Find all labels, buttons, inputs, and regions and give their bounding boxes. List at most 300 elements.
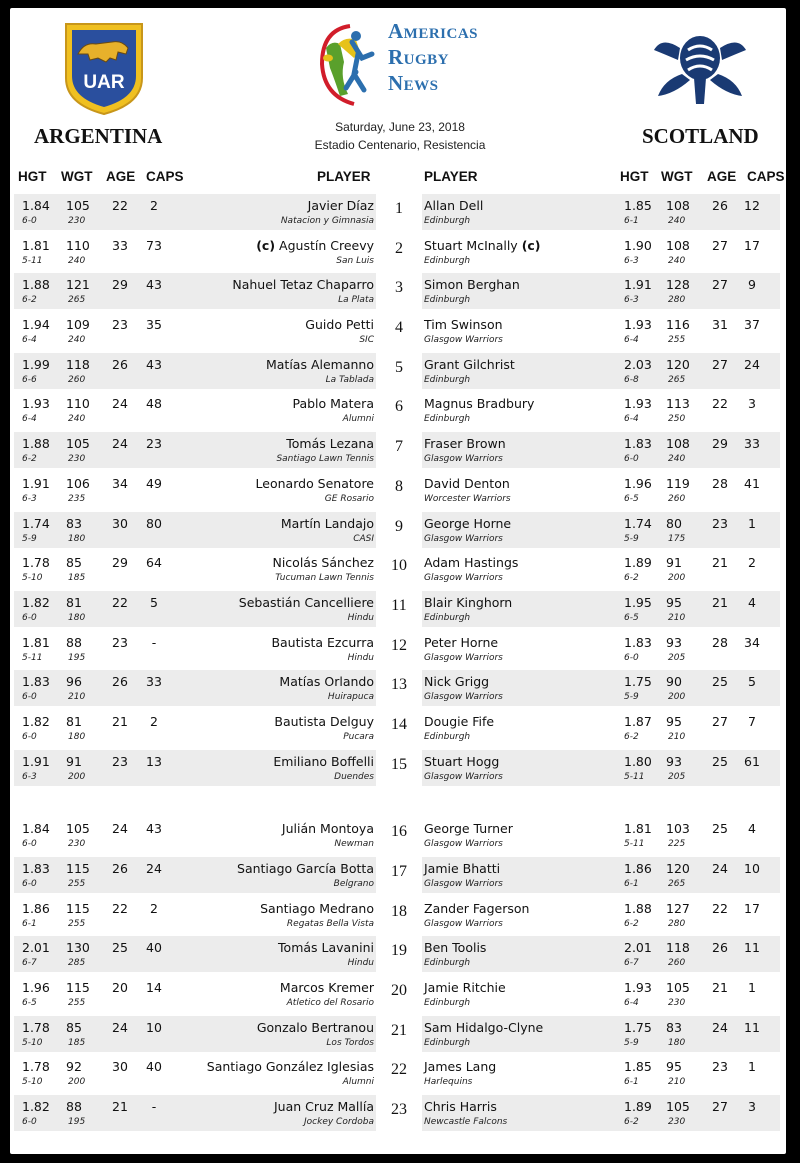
scotland-wp: 200 <box>668 692 686 703</box>
argentina-age: 24 <box>112 436 128 452</box>
argentina-player-name: Tomás Lavanini <box>278 940 374 956</box>
bench-separator <box>10 787 786 815</box>
scotland-player-club: Edinburgh <box>424 374 471 385</box>
argentina-wp: 255 <box>68 879 86 889</box>
argentina-hi: 5-10 <box>22 573 43 584</box>
argentina-w: 115 <box>66 861 90 876</box>
scotland-age: 27 <box>712 237 728 253</box>
scotland-player-club: Newcastle Falcons <box>424 1117 508 1128</box>
argentina-player-name: Martín Landajo <box>280 515 374 531</box>
argentina-player-club: Atletico del Rosario <box>286 998 374 1009</box>
argentina-age: 21 <box>112 713 128 729</box>
scotland-wp: 175 <box>668 533 686 544</box>
scotland-player-club: Worcester Warriors <box>424 493 511 504</box>
scotland-player-name: Jamie Ritchie <box>424 980 506 996</box>
table-row <box>10 815 786 855</box>
argentina-h: 1.78 <box>22 555 50 571</box>
argentina-caps: 49 <box>146 475 162 491</box>
scotland-player-club: Glasgow Warriors <box>424 692 503 703</box>
scotland-player-club: Glasgow Warriors <box>424 918 503 929</box>
argentina-caps: 2 <box>150 900 158 916</box>
argentina-caps: 13 <box>146 753 162 769</box>
scotland-h: 1.75 <box>624 1019 652 1035</box>
scotland-player-name: James Lang <box>424 1059 497 1075</box>
scotland-caps: 3 <box>748 1099 756 1115</box>
scotland-w: 113 <box>666 396 690 412</box>
scotland-player-name: George Turner <box>424 821 513 837</box>
argentina-w: 109 <box>66 317 90 333</box>
scotland-player-name: Chris Harris <box>424 1099 497 1115</box>
argentina-age: 24 <box>112 1019 128 1035</box>
scotland-w: 80 <box>666 515 682 531</box>
argentina-w: 121 <box>66 277 90 293</box>
jersey-number: 9 <box>395 517 403 535</box>
argentina-wp: 185 <box>68 573 86 584</box>
argentina-caps: 14 <box>146 980 162 996</box>
match-venue: Estadio Centenario, Resistencia <box>314 138 486 152</box>
argentina-caps: 2 <box>150 713 158 729</box>
argentina-wp: 255 <box>68 998 86 1009</box>
scotland-hi: 6-2 <box>624 1117 639 1128</box>
scotland-h: 2.03 <box>624 356 652 372</box>
argentina-age: 26 <box>112 356 128 372</box>
argentina-h: 1.91 <box>22 753 50 769</box>
jersey-number: 13 <box>391 676 407 694</box>
scotland-hi: 6-7 <box>624 958 639 969</box>
argentina-player-name: Bautista Ezcurra <box>271 634 374 650</box>
argentina-hi: 6-2 <box>22 454 37 465</box>
argentina-h: 1.84 <box>22 198 50 213</box>
argentina-caps: 24 <box>146 861 162 876</box>
argentina-w: 105 <box>66 198 90 213</box>
argentina-h: 1.93 <box>22 396 50 412</box>
scotland-w: 108 <box>666 198 690 213</box>
scotland-wp: 240 <box>668 216 686 226</box>
scotland-wp: 230 <box>668 998 686 1009</box>
argentina-h: 1.94 <box>22 317 50 333</box>
scotland-hi: 6-3 <box>624 295 639 306</box>
scotland-w: 91 <box>666 555 682 571</box>
argentina-age: 22 <box>112 198 128 213</box>
jersey-number: 3 <box>395 279 403 297</box>
argentina-player-club: La Tablada <box>325 374 374 385</box>
argentina-player-name: Sebastián Cancelliere <box>238 594 374 610</box>
argentina-w: 105 <box>66 821 90 837</box>
argentina-player-name: Guido Petti <box>305 317 374 333</box>
scotland-player-name: Nick Grigg <box>424 674 490 690</box>
scotland-caps: 1 <box>748 980 756 996</box>
scotland-wp: 260 <box>668 958 686 969</box>
rugby-player-icon <box>310 18 390 110</box>
jersey-number: 5 <box>395 358 403 376</box>
scotland-age: 23 <box>712 1059 728 1075</box>
scotland-hi: 6-3 <box>624 255 639 266</box>
argentina-player-club: Santiago Lawn Tennis <box>276 454 374 465</box>
scotland-player-club: Harlequins <box>424 1077 473 1088</box>
col-player-right: PLAYER <box>424 169 478 184</box>
argentina-hi: 6-0 <box>22 692 37 703</box>
scotland-player-name: Adam Hastings <box>424 555 519 571</box>
argentina-hi: 6-0 <box>22 731 37 742</box>
scotland-player-name: Dougie Fife <box>424 713 495 729</box>
scotland-wp: 210 <box>668 1077 686 1088</box>
scotland-w: 108 <box>666 436 690 452</box>
scotland-h: 1.80 <box>624 753 652 769</box>
captain-marker: (c) <box>256 237 276 253</box>
scotland-h: 1.89 <box>624 1099 652 1115</box>
argentina-w: 105 <box>66 436 90 452</box>
scotland-player-club: Edinburgh <box>424 958 471 969</box>
scotland-wp: 180 <box>668 1037 686 1048</box>
argentina-w: 118 <box>66 356 90 372</box>
jersey-number: 15 <box>391 755 407 773</box>
scotland-player-club: Edinburgh <box>424 295 471 306</box>
argentina-h: 1.78 <box>22 1059 50 1075</box>
scotland-caps: 1 <box>748 515 756 531</box>
argentina-player-name: Leonardo Senatore <box>255 475 374 491</box>
col-age-left: AGE <box>106 169 136 184</box>
scotland-player-club: Glasgow Warriors <box>424 454 503 465</box>
scotland-wp: 205 <box>668 652 686 663</box>
scotland-h: 1.93 <box>624 317 652 333</box>
argentina-h: 1.96 <box>22 980 50 996</box>
scotland-age: 31 <box>712 317 728 333</box>
argentina-h: 1.88 <box>22 436 50 452</box>
table-row <box>10 470 786 510</box>
argentina-h: 1.99 <box>22 356 50 372</box>
lineup-sheet <box>10 8 786 1154</box>
scotland-age: 21 <box>712 980 728 996</box>
uar-badge-text: UAR <box>83 72 125 93</box>
col-hgt-right: HGT <box>620 169 649 184</box>
argentina-age: 30 <box>112 1059 128 1075</box>
lineup-rows <box>10 192 786 1133</box>
argentina-player-name: Emiliano Boffelli <box>273 753 374 769</box>
argentina-h: 1.78 <box>22 1019 50 1035</box>
argentina-wp: 180 <box>68 612 86 623</box>
argentina-caps: 64 <box>146 555 162 571</box>
scotland-w: 105 <box>666 980 690 996</box>
argentina-hi: 6-0 <box>22 216 37 226</box>
scotland-caps: 11 <box>744 1019 760 1035</box>
scotland-player-name: Zander Fagerson <box>424 900 530 916</box>
argentina-hi: 6-4 <box>22 335 37 346</box>
scotland-player-club: Glasgow Warriors <box>424 879 503 889</box>
scotland-wp: 250 <box>668 414 686 425</box>
scotland-h: 1.85 <box>624 198 652 213</box>
away-team-name: SCOTLAND <box>642 124 759 148</box>
table-row <box>10 855 786 895</box>
argentina-player-club: CASI <box>353 533 374 544</box>
argentina-player-name: Santiago González Iglesias <box>206 1059 374 1075</box>
argentina-wp: 200 <box>68 771 86 782</box>
scotland-caps: 41 <box>744 475 760 491</box>
scotland-w: 116 <box>666 317 690 333</box>
scotland-caps: 5 <box>748 674 756 690</box>
argentina-wp: 195 <box>68 652 86 663</box>
scotland-caps: 4 <box>748 594 756 610</box>
argentina-age: 23 <box>112 634 128 650</box>
jersey-number: 11 <box>391 596 407 614</box>
scotland-age: 21 <box>712 555 728 571</box>
argentina-wp: 180 <box>68 731 86 742</box>
scotland-age: 27 <box>712 356 728 372</box>
argentina-player-club: Hindu <box>347 958 374 969</box>
scotland-w: 90 <box>666 674 682 690</box>
argentina-hi: 6-0 <box>22 1117 37 1128</box>
table-row <box>10 1093 786 1133</box>
argentina-age: 30 <box>112 515 128 531</box>
scotland-h: 1.85 <box>624 1059 652 1075</box>
argentina-caps: 35 <box>146 317 162 333</box>
scotland-hi: 5-11 <box>624 771 645 782</box>
scotland-player-name: Tim Swinson <box>424 317 503 333</box>
table-row <box>10 934 786 974</box>
scotland-w: 83 <box>666 1019 682 1035</box>
argentina-wp: 230 <box>68 216 86 226</box>
argentina-h: 1.82 <box>22 1099 50 1115</box>
argentina-hi: 6-3 <box>22 771 37 782</box>
scotland-hi: 6-1 <box>624 879 639 889</box>
table-row <box>10 311 786 351</box>
scotland-caps: 1 <box>748 1059 756 1075</box>
match-date: Saturday, June 23, 2018 <box>335 120 465 134</box>
scotland-player-name: George Horne <box>424 515 512 531</box>
argentina-player-name: Marcos Kremer <box>279 980 374 996</box>
scotland-player-name: Fraser Brown <box>424 436 506 452</box>
scotland-age: 27 <box>712 713 728 729</box>
argentina-caps: 2 <box>150 198 158 213</box>
scotland-caps: 10 <box>744 861 760 876</box>
scotland-age: 25 <box>712 753 728 769</box>
argentina-h: 1.82 <box>22 713 50 729</box>
scotland-hi: 6-5 <box>624 493 639 504</box>
argentina-wp: 260 <box>68 374 86 385</box>
jersey-number: 16 <box>391 823 407 841</box>
scotland-h: 1.90 <box>624 237 652 253</box>
argentina-w: 130 <box>66 940 90 956</box>
brand-word-2: Rugby <box>388 45 450 69</box>
argentina-w: 115 <box>66 900 90 916</box>
argentina-w: 83 <box>66 515 82 531</box>
scotland-player-name: Peter Horne <box>424 634 499 650</box>
scotland-age: 28 <box>712 475 728 491</box>
argentina-player-name: Julián Montoya <box>281 821 374 837</box>
argentina-player-name: Santiago García Botta <box>237 861 374 876</box>
scotland-h: 1.83 <box>624 634 652 650</box>
argentina-wp: 240 <box>68 414 86 425</box>
scotland-wp: 200 <box>668 573 686 584</box>
scotland-caps: 17 <box>744 237 760 253</box>
argentina-w: 110 <box>66 237 90 253</box>
scotland-age: 26 <box>712 940 728 956</box>
scotland-hi: 6-4 <box>624 414 639 425</box>
argentina-hi: 6-0 <box>22 879 37 889</box>
scotland-wp: 210 <box>668 612 686 623</box>
jersey-number: 19 <box>391 942 407 960</box>
scotland-h: 1.95 <box>624 594 652 610</box>
scotland-h: 1.81 <box>624 821 652 837</box>
scotland-player-club: Glasgow Warriors <box>424 839 503 850</box>
argentina-player-club: Tucuman Lawn Tennis <box>275 573 374 584</box>
table-row <box>10 748 786 788</box>
scotland-wp: 230 <box>668 1117 686 1128</box>
argentina-player-name: Matías Orlando <box>279 674 374 690</box>
table-row <box>10 271 786 311</box>
argentina-caps: - <box>151 634 157 650</box>
scotland-caps: 12 <box>744 198 760 213</box>
jersey-number: 12 <box>391 636 407 654</box>
argentina-hi: 6-1 <box>22 918 37 929</box>
scotland-w: 118 <box>666 940 690 956</box>
scotland-player-name: Magnus Bradbury <box>424 396 535 412</box>
table-row <box>10 510 786 550</box>
scotland-wp: 210 <box>668 731 686 742</box>
table-row <box>10 708 786 748</box>
argentina-hi: 5-9 <box>22 533 37 544</box>
col-wgt-left: WGT <box>61 169 93 184</box>
argentina-wp: 185 <box>68 1037 86 1048</box>
scotland-wp: 255 <box>668 335 686 346</box>
scotland-w: 119 <box>666 475 690 491</box>
scotland-caps: 37 <box>744 317 760 333</box>
argentina-wp: 210 <box>68 692 86 703</box>
argentina-caps: 5 <box>150 594 158 610</box>
scotland-wp: 280 <box>668 295 686 306</box>
scotland-age: 22 <box>712 396 728 412</box>
scotland-hi: 6-0 <box>624 652 639 663</box>
jersey-number: 14 <box>391 715 407 733</box>
table-row <box>10 232 786 272</box>
scotland-hi: 6-2 <box>624 731 639 742</box>
jersey-number: 20 <box>391 982 407 1000</box>
argentina-caps: - <box>151 1099 157 1115</box>
scotland-player-club: Glasgow Warriors <box>424 573 503 584</box>
col-caps-left: CAPS <box>146 169 184 184</box>
argentina-wp: 240 <box>68 255 86 266</box>
scotland-hi: 6-5 <box>624 612 639 623</box>
argentina-h: 1.81 <box>22 634 50 650</box>
argentina-w: 106 <box>66 475 90 491</box>
scotland-hi: 6-8 <box>624 374 639 385</box>
argentina-hi: 5-11 <box>22 652 43 663</box>
jersey-number: 10 <box>391 557 407 575</box>
scotland-player-club: Glasgow Warriors <box>424 771 503 782</box>
scotland-h: 1.93 <box>624 980 652 996</box>
argentina-wp: 230 <box>68 839 86 850</box>
argentina-caps: 43 <box>146 356 162 372</box>
scotland-w: 108 <box>666 237 690 253</box>
argentina-caps: 80 <box>146 515 162 531</box>
scotland-wp: 280 <box>668 918 686 929</box>
argentina-player-club: Hindu <box>347 612 374 623</box>
uar-badge-icon <box>62 20 146 116</box>
scotland-age: 29 <box>712 436 728 452</box>
argentina-w: 81 <box>66 713 82 729</box>
scotland-w: 95 <box>666 713 682 729</box>
argentina-age: 33 <box>112 237 128 253</box>
scotland-h: 1.86 <box>624 861 652 876</box>
table-row <box>10 430 786 470</box>
argentina-player-name: Javier Díaz <box>307 198 374 213</box>
argentina-hi: 5-11 <box>22 255 43 266</box>
scotland-wp: 265 <box>668 374 686 385</box>
scotland-caps: 7 <box>748 713 756 729</box>
argentina-player-name: Pablo Matera <box>292 396 374 412</box>
argentina-wp: 255 <box>68 918 86 929</box>
scotland-caps: 4 <box>748 821 756 837</box>
jersey-number: 8 <box>395 477 403 495</box>
argentina-player-name: Bautista Delguy <box>274 713 374 729</box>
argentina-hi: 5-10 <box>22 1037 43 1048</box>
scotland-age: 28 <box>712 634 728 650</box>
scotland-player-name: Stuart Hogg <box>424 753 500 769</box>
brand-word-1: Americas <box>388 19 479 43</box>
argentina-player-name: Tomás Lezana <box>286 436 374 452</box>
argentina-caps: 43 <box>146 821 162 837</box>
argentina-w: 88 <box>66 634 82 650</box>
table-row <box>10 1053 786 1093</box>
argentina-player-club: Los Tordos <box>326 1037 374 1048</box>
argentina-player-club: Hindu <box>347 652 374 663</box>
scotland-w: 120 <box>666 356 690 372</box>
argentina-h: 1.91 <box>22 475 50 491</box>
jersey-number: 7 <box>395 438 403 456</box>
argentina-player-name: Juan Cruz Mallía <box>273 1099 374 1115</box>
argentina-player-club: GE Rosario <box>324 493 374 504</box>
scotland-player-club: Edinburgh <box>424 998 471 1009</box>
scotland-player-name: Allan Dell <box>424 198 484 213</box>
argentina-w: 88 <box>66 1099 82 1115</box>
argentina-age: 29 <box>112 277 128 293</box>
scotland-w: 93 <box>666 634 682 650</box>
jersey-number: 4 <box>395 319 403 337</box>
argentina-age: 23 <box>112 753 128 769</box>
argentina-hi: 6-0 <box>22 839 37 850</box>
scotland-hi: 6-0 <box>624 454 639 465</box>
scotland-player-club: Edinburgh <box>424 612 471 623</box>
jersey-number: 18 <box>391 902 407 920</box>
argentina-h: 1.84 <box>22 821 50 837</box>
argentina-wp: 285 <box>68 958 86 969</box>
argentina-wp: 200 <box>68 1077 86 1088</box>
argentina-h: 1.88 <box>22 277 50 293</box>
scotland-caps: 33 <box>744 436 760 452</box>
col-caps-right: CAPS <box>747 169 785 184</box>
argentina-age: 34 <box>112 475 128 491</box>
table-row <box>10 589 786 629</box>
scotland-age: 24 <box>712 1019 728 1035</box>
scotland-h: 1.74 <box>624 515 652 531</box>
scotland-h: 1.83 <box>624 436 652 452</box>
scotland-age: 27 <box>712 277 728 293</box>
argentina-player-name: Santiago Medrano <box>260 900 374 916</box>
jersey-number: 21 <box>391 1021 407 1039</box>
argentina-h: 1.83 <box>22 861 50 876</box>
table-row <box>10 1014 786 1054</box>
argentina-player-club: La Plata <box>338 295 374 306</box>
argentina-player-name: Nahuel Tetaz Chaparro <box>232 277 374 293</box>
scotland-hi: 5-9 <box>624 692 639 703</box>
argentina-age: 22 <box>112 594 128 610</box>
col-age-right: AGE <box>707 169 737 184</box>
argentina-age: 20 <box>112 980 128 996</box>
scotland-caps: 11 <box>744 940 760 956</box>
argentina-w: 110 <box>66 396 90 412</box>
scotland-hi: 6-1 <box>624 216 639 226</box>
argentina-caps: 23 <box>146 436 162 452</box>
argentina-caps: 48 <box>146 396 162 412</box>
